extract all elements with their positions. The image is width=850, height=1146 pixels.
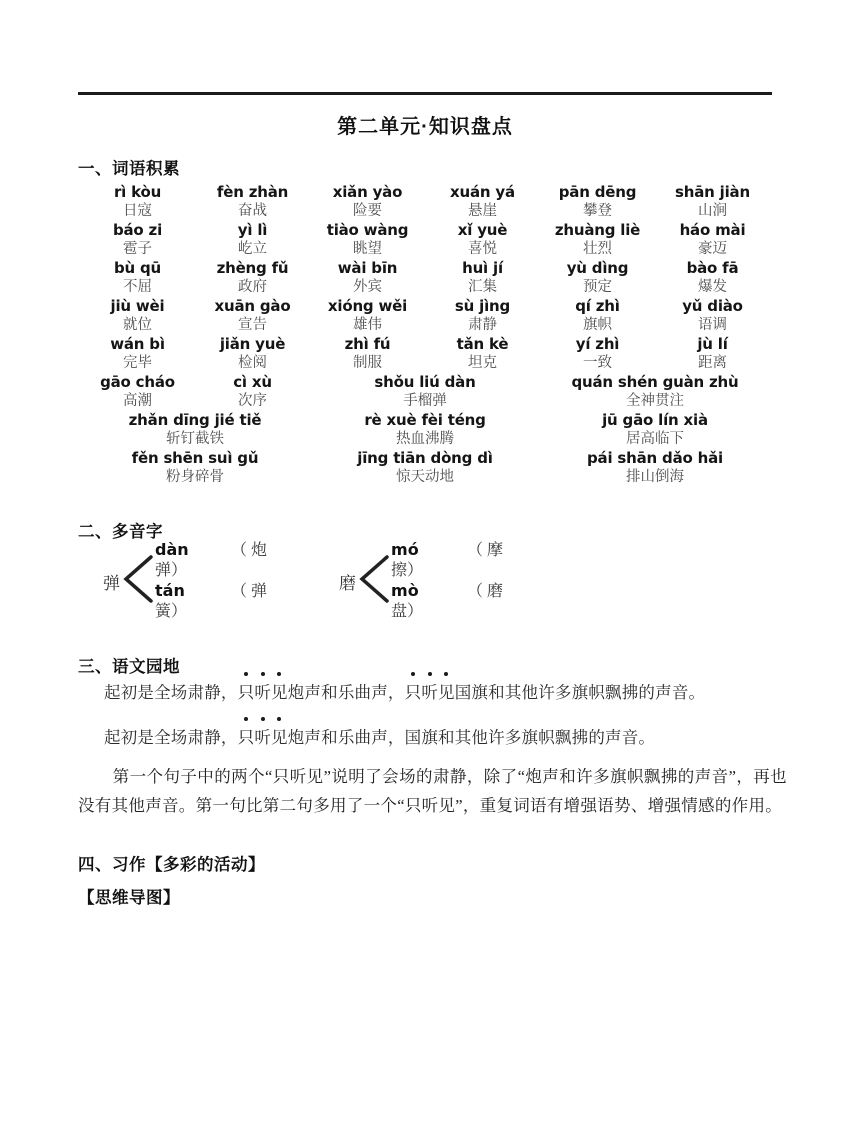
vocab-item — [540, 183, 655, 221]
vocab-word: 检阅 — [238, 355, 267, 371]
vocab-word: 一致 — [583, 355, 612, 371]
example-sentence — [104, 668, 804, 704]
reading-word-wrap: 弹） — [155, 562, 188, 579]
vocab-pinyin: zhǎn dīng jié tiě — [128, 411, 262, 429]
reading-line — [391, 581, 503, 602]
vocab-pinyin: sù jìng — [454, 297, 511, 315]
vocab-word: 宣告 — [238, 317, 267, 333]
vocab-pinyin: jīng tiān dòng dì — [357, 449, 493, 467]
vocab-pinyin: jù lí — [697, 335, 728, 353]
reading-pinyin: mò — [391, 581, 419, 600]
vocab-pinyin: cì xù — [233, 373, 272, 391]
vocab-word: 惊天动地 — [396, 469, 454, 485]
vocab-item — [540, 259, 655, 297]
polyphonic-group — [103, 540, 267, 622]
vocab-item — [195, 221, 310, 259]
vocab-word: 攀登 — [583, 203, 612, 219]
vocab-pinyin: pān dēng — [558, 183, 637, 201]
vocab-word: 政府 — [238, 279, 267, 295]
vocab-word: 外宾 — [353, 279, 382, 295]
emphasized-char: 见 — [271, 729, 288, 747]
vocab-item — [655, 221, 770, 259]
sentence-text: 炮声和乐曲声，国旗和其他许多旗帜飘拂的声音。 — [287, 729, 656, 747]
vocab-word: 语调 — [698, 317, 727, 333]
vocab-item — [655, 297, 770, 335]
vocab-word: 眺望 — [353, 241, 382, 257]
vocab-pinyin: jiǎn yuè — [219, 335, 286, 353]
vocab-item — [425, 259, 540, 297]
vocab-word: 手榴弹 — [403, 393, 447, 409]
emphasized-char: 听 — [421, 684, 439, 702]
vocab-item — [540, 297, 655, 335]
vocab-pinyin: tǎn kè — [456, 335, 509, 353]
vocab-pinyin: fèn zhàn — [216, 183, 289, 201]
vocab-word: 制服 — [353, 355, 382, 371]
vocab-pinyin: jū gāo lín xià — [602, 411, 708, 429]
vocab-pinyin: qí zhì — [575, 297, 620, 315]
vocab-item — [195, 297, 310, 335]
vocab-pinyin: yù dìng — [566, 259, 629, 277]
reading-word-wrap: 擦） — [391, 562, 424, 579]
vocab-pinyin: wán bì — [110, 335, 165, 353]
vocab-pinyin: báo zi — [112, 221, 163, 239]
vocab-item — [310, 335, 425, 373]
vocab-item — [80, 449, 310, 487]
vocab-word: 次序 — [238, 393, 267, 409]
vocab-item — [655, 335, 770, 373]
vocab-word: 就位 — [123, 317, 152, 333]
vocab-word: 完毕 — [123, 355, 152, 371]
emphasized-char: 见 — [438, 684, 455, 702]
heading-garden: 三、语文园地 — [78, 658, 180, 676]
vocab-item — [195, 259, 310, 297]
vocab-item — [310, 297, 425, 335]
vocab-word: 险要 — [353, 203, 382, 219]
example-sentence — [104, 713, 804, 749]
heading-writing: 四、习作【多彩的活动】 — [78, 856, 265, 874]
vocab-item — [310, 221, 425, 259]
vocab-pinyin: zhèng fǔ — [216, 259, 289, 277]
reading-word-open: （ 摩 — [467, 542, 504, 559]
vocab-pinyin: shǒu liú dàn — [374, 373, 476, 391]
vocab-word: 壮烈 — [583, 241, 612, 257]
emphasized-char: 听 — [254, 684, 272, 702]
emphasized-char: 只 — [404, 684, 422, 702]
vocab-item — [540, 449, 770, 487]
reading-line — [391, 540, 503, 561]
vocab-word: 豪迈 — [698, 241, 727, 257]
vocab-pinyin: rì kòu — [113, 183, 162, 201]
vocab-pinyin: yǔ diào — [682, 297, 743, 315]
sentence-text: 国旗和其他许多旗帜飘拂的声音。 — [454, 684, 706, 702]
vocab-grid — [80, 183, 770, 487]
vocab-word: 高潮 — [123, 393, 152, 409]
vocab-item — [195, 335, 310, 373]
polyphonic-group — [339, 540, 503, 622]
reading-line — [155, 540, 267, 561]
vocab-pinyin: shān jiàn — [675, 183, 750, 201]
reading-pinyin: tán — [155, 581, 185, 600]
vocab-word: 全神贯注 — [626, 393, 684, 409]
vocab-word: 山涧 — [698, 203, 727, 219]
vocab-item — [80, 221, 195, 259]
reading-word-open: （ 磨 — [467, 583, 504, 600]
vocab-word: 热血沸腾 — [396, 431, 454, 447]
vocab-pinyin: xióng wěi — [327, 297, 408, 315]
vocab-word: 爆发 — [698, 279, 727, 295]
vocab-word: 排山倒海 — [626, 469, 684, 485]
vocab-item — [80, 297, 195, 335]
vocab-pinyin: gāo cháo — [100, 373, 175, 391]
vocab-pinyin: xuān gào — [214, 297, 291, 315]
vocab-pinyin: xuán yá — [450, 183, 515, 201]
vocab-item — [310, 259, 425, 297]
emphasized-char: 听 — [254, 729, 272, 747]
vocab-item — [310, 183, 425, 221]
vocab-item — [540, 373, 770, 411]
vocab-pinyin: huì jí — [462, 259, 503, 277]
vocab-pinyin: háo mài — [679, 221, 746, 239]
emphasized-char: 见 — [271, 684, 288, 702]
vocab-word: 汇集 — [468, 279, 497, 295]
reading-word-wrap: 盘） — [391, 603, 424, 620]
vocab-pinyin: xǐ yuè — [457, 221, 508, 239]
sentence-text: 炮声和乐曲声， — [287, 684, 405, 702]
polyphonic-readings — [155, 540, 267, 622]
vocab-pinyin: wài bīn — [337, 259, 398, 277]
emphasized-char: 只 — [237, 729, 255, 747]
vocab-item — [425, 221, 540, 259]
vocab-item — [195, 373, 310, 411]
vocab-word: 悬崖 — [468, 203, 497, 219]
vocab-word: 居高临下 — [626, 431, 684, 447]
polyphonic-character: 弹 — [103, 573, 120, 593]
heading-polyphonic: 二、多音字 — [78, 523, 163, 541]
vocab-pinyin: jiù wèi — [110, 297, 165, 315]
vocab-word: 日寇 — [123, 203, 152, 219]
reading-word-open: （ 弹 — [231, 583, 268, 600]
vocab-item — [425, 183, 540, 221]
vocab-item — [655, 183, 770, 221]
vocab-item — [540, 411, 770, 449]
polyphonic-groups — [103, 540, 503, 622]
angle-brace-icon — [121, 554, 153, 609]
vocab-item — [80, 411, 310, 449]
vocab-word: 坦克 — [468, 355, 497, 371]
vocab-pinyin: yí zhì — [575, 335, 620, 353]
vocab-item — [310, 449, 540, 487]
sentence-text: 起初是全场肃静， — [104, 729, 238, 747]
vocab-item — [310, 373, 540, 411]
vocab-item — [425, 297, 540, 335]
vocab-word: 雄伟 — [353, 317, 382, 333]
reading-word-wrap: 簧） — [155, 603, 188, 620]
vocab-item — [540, 221, 655, 259]
vocab-word: 粉身碎骨 — [166, 469, 224, 485]
reading-pinyin: dàn — [155, 540, 189, 559]
vocab-item — [540, 335, 655, 373]
page-header-rule — [78, 92, 772, 95]
page-title: 第二单元·知识盘点 — [337, 116, 513, 138]
vocab-word: 雹子 — [123, 241, 152, 257]
vocab-word: 距离 — [698, 355, 727, 371]
vocab-pinyin: quán shén guàn zhù — [571, 373, 739, 391]
vocab-word: 预定 — [583, 279, 612, 295]
vocab-pinyin: bào fā — [686, 259, 739, 277]
angle-brace-icon — [357, 554, 389, 609]
emphasized-char: 只 — [237, 684, 255, 702]
polyphonic-character: 磨 — [339, 573, 357, 593]
vocab-word: 斩钉截铁 — [166, 431, 224, 447]
vocab-pinyin: bù qū — [113, 259, 162, 277]
vocab-item — [80, 183, 195, 221]
vocab-item — [80, 373, 195, 411]
vocab-pinyin: rè xuè fèi téng — [364, 411, 486, 429]
vocab-word: 旗帜 — [583, 317, 612, 333]
vocab-word: 屹立 — [238, 241, 267, 257]
vocab-item — [425, 335, 540, 373]
heading-vocab: 一、词语积累 — [78, 160, 180, 178]
vocab-item — [80, 259, 195, 297]
vocab-item — [80, 335, 195, 373]
vocab-item — [310, 411, 540, 449]
vocab-pinyin: yì lì — [237, 221, 268, 239]
vocab-pinyin: tiào wàng — [326, 221, 409, 239]
vocab-word: 不屈 — [123, 279, 152, 295]
vocab-pinyin: zhuàng liè — [554, 221, 641, 239]
polyphonic-readings — [391, 540, 503, 622]
heading-mindmap: 【思维导图】 — [78, 889, 180, 907]
vocab-pinyin: pái shān dǎo hǎi — [587, 449, 723, 467]
analysis-paragraph: 第一个句子中的两个“只听见”说明了会场的肃静，除了“炮声和许多旗帜飘拂的声音”，再也没有其他声音。第一句比第二句多用了一个“只听见”，重复词语有增强语势、增强情感的作用。 — [78, 767, 787, 815]
vocab-pinyin: zhì fú — [344, 335, 391, 353]
vocab-word: 奋战 — [238, 203, 267, 219]
vocab-item — [195, 183, 310, 221]
reading-word-open: （ 炮 — [231, 542, 268, 559]
vocab-word: 肃静 — [468, 317, 497, 333]
vocab-pinyin: xiǎn yào — [332, 183, 403, 201]
reading-pinyin: mó — [391, 540, 419, 559]
sentence-text: 起初是全场肃静， — [104, 684, 238, 702]
reading-line — [155, 581, 267, 602]
vocab-item — [655, 259, 770, 297]
vocab-pinyin: fěn shēn suì gǔ — [131, 449, 259, 467]
example-sentences — [104, 668, 804, 758]
vocab-word: 喜悦 — [468, 241, 497, 257]
